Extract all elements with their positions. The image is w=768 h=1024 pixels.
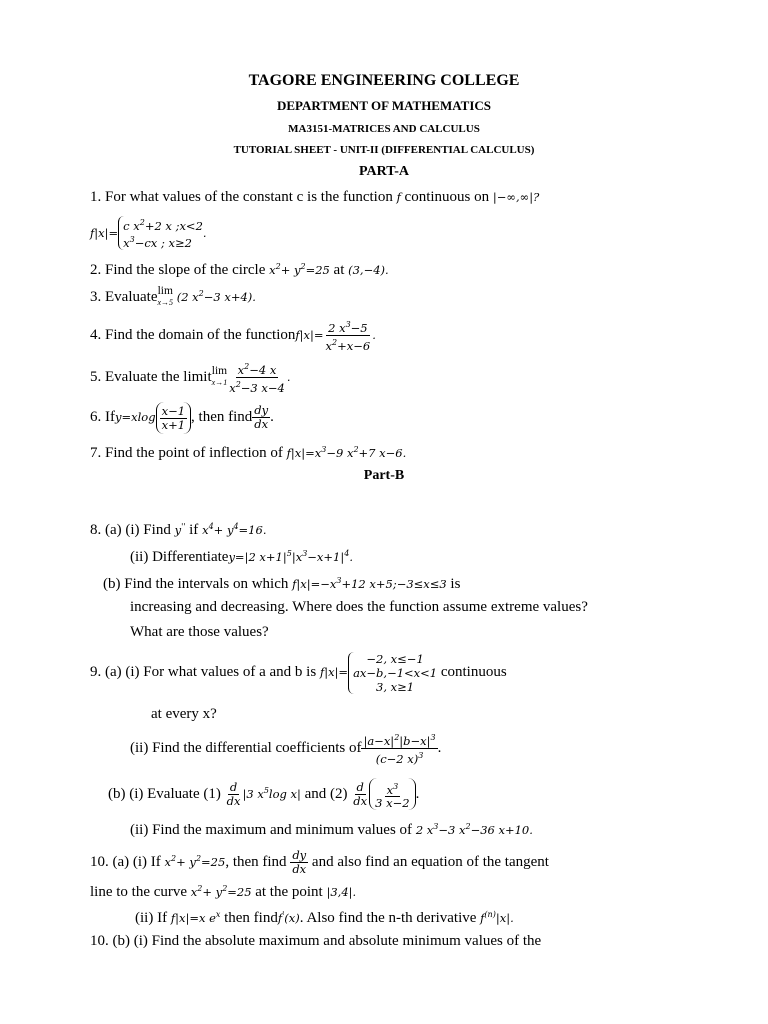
question-9a-i: 9. (a) (i) For what values of a and b is f|x|=−2, x≤−1 ax−b,−1<x<1 3, x≥1 continuous	[90, 651, 507, 694]
q8a2-text: (ii) Differentiate	[130, 548, 229, 565]
q9a3-text: (ii) Find the differential coefficients of	[130, 739, 362, 756]
question-10a-i: 10. (a) (i) If $x^2+ y^2=25$, then find $\frac{dy}{dx}$ and also find an equation of the tangent	[90, 847, 549, 876]
question-8b: (b) Find the intervals on which $f|x|=-x^3+12$ x+5;−3≤x≤3 is	[103, 575, 461, 592]
q10a-text-mid: , then find	[225, 853, 287, 870]
q10a-text: 10. (a) (i) If	[90, 853, 161, 870]
sheet-title: TUTORIAL SHEET - UNIT-II (DIFFERENTIAL CALCULUS)	[233, 144, 535, 156]
q9a-text: 9. (a) (i) For what values of a and b is	[90, 664, 317, 680]
question-10b-i: 10. (b) (i) Find the absolute maximum and absolute minimum values of the	[90, 933, 542, 949]
q1-math: f	[396, 190, 405, 204]
course-code: MA3151-MATRICES AND CALCULUS	[288, 123, 480, 135]
question-6: 6. Ify=xlog $\frac{x-1}{x+1}$ , then find $\frac{dy}{dx}$ .	[90, 403, 274, 432]
q1-text: 1. For what values of the constant c is the function	[90, 189, 393, 205]
q1-text-b: continuous on	[404, 189, 490, 205]
q3-text: 3. Evaluate	[90, 288, 158, 305]
q6-text: 6. If	[90, 409, 115, 425]
college-name: TAGORE ENGINEERING COLLEGE	[248, 72, 520, 89]
question-1	[90, 188, 539, 206]
question-8a-i: 8. (a) (i) Find y'' if $x^4+ y^4=16$.	[90, 521, 267, 538]
q8b-text-end: is	[450, 575, 461, 592]
q10a3-text-b: then find	[224, 909, 278, 926]
q1-piecewise: f|x|= c $x^2+2$ x ;x<2 $x^3-cx$ ; x≥2.	[90, 218, 207, 250]
question-8a-ii: (ii) Differentiatey=|2 $x+1|^5|x^3-x+1|^4$.	[130, 548, 353, 565]
question-9a-ii: (ii) Find the differential coefficients of $\frac{|a-x|^2|b-x|^3}{(c-2 x)^3}$ .	[130, 733, 442, 766]
q10a3-text-c: . Also find the n-th derivative	[299, 909, 477, 926]
question-7: 7. Find the point of inflection of $f|x|=x^3-9$ $x^2+7$ x−6.	[90, 444, 407, 461]
question-3: 3. Evaluate lim x→5 (2 $x^2-3$ x+4).	[90, 285, 256, 308]
q10a2-text-b: at the point	[255, 883, 323, 900]
q4-text: 4. Find the domain of the function	[90, 326, 296, 343]
q2-text-b: at	[333, 261, 345, 278]
q10a-text-end: and also find an equation of the tangent	[311, 853, 549, 870]
q8b-text: (b) Find the intervals on which	[103, 575, 289, 592]
q1-interval: |−∞,∞|?	[492, 190, 540, 204]
department-name: DEPARTMENT OF MATHEMATICS	[276, 98, 492, 113]
question-10a-ii: (ii) If f|x|=x $e^x$ then findf'(x). Also find the n-th derivative $f^{(n)}|x|$.	[135, 909, 514, 926]
part-b-heading: Part-B	[363, 468, 405, 483]
q5-text: 5. Evaluate the limit	[90, 368, 212, 385]
q7-text: 7. Find the point of inflection of	[90, 444, 283, 461]
q9a-text-end: continuous	[440, 664, 507, 680]
q10a2-text: line to the curve	[90, 883, 188, 900]
q9b2-text: (ii) Find the maximum and minimum values of	[130, 821, 413, 838]
q9a-line2: at every x?	[151, 706, 217, 722]
question-4: 4. Find the domain of the functionf|x|= $\frac{2 x^3-5}{x^2+x-6}$ .	[90, 320, 376, 353]
part-a-heading: PART-A	[358, 164, 410, 179]
q6-text-b: , then find	[191, 409, 253, 425]
q2-text: 2. Find the slope of the circle	[90, 261, 266, 278]
q8a1-text: 8. (a) (i) Find	[90, 521, 171, 538]
q9b-text-and: and (2)	[304, 785, 348, 802]
question-2: 2. Find the slope of the circle $x^2+ y^2=25$ at (3,−4).	[90, 261, 389, 278]
q8b-line3: What are those values?	[130, 624, 269, 640]
question-5: 5. Evaluate the limit lim x→1 $\frac{x^2-4 x}{x^2-3 x-4}$ .	[90, 362, 291, 395]
q10a3-text: (ii) If	[135, 909, 168, 926]
question-9b-ii: (ii) Find the maximum and minimum values of 2 $x^3-3$ $x^2-36$ x+10.	[130, 821, 533, 838]
q10a-line2: line to the curve $x^2+ y^2=25$ at the point |3,4|.	[90, 883, 357, 900]
q9b-text: (b) (i) Evaluate (1)	[108, 785, 221, 802]
q8a1-text-b: if	[189, 521, 199, 538]
question-9b-i: (b) (i) Evaluate (1) $\frac{d}{dx}$ |3 $x^5\log$ x| and (2) $\frac{d}{dx}$ $\frac{x^3}{3 x-2}$ .	[108, 779, 420, 811]
q8b-line2: increasing and decreasing. Where does the function assume extreme values?	[130, 599, 588, 615]
